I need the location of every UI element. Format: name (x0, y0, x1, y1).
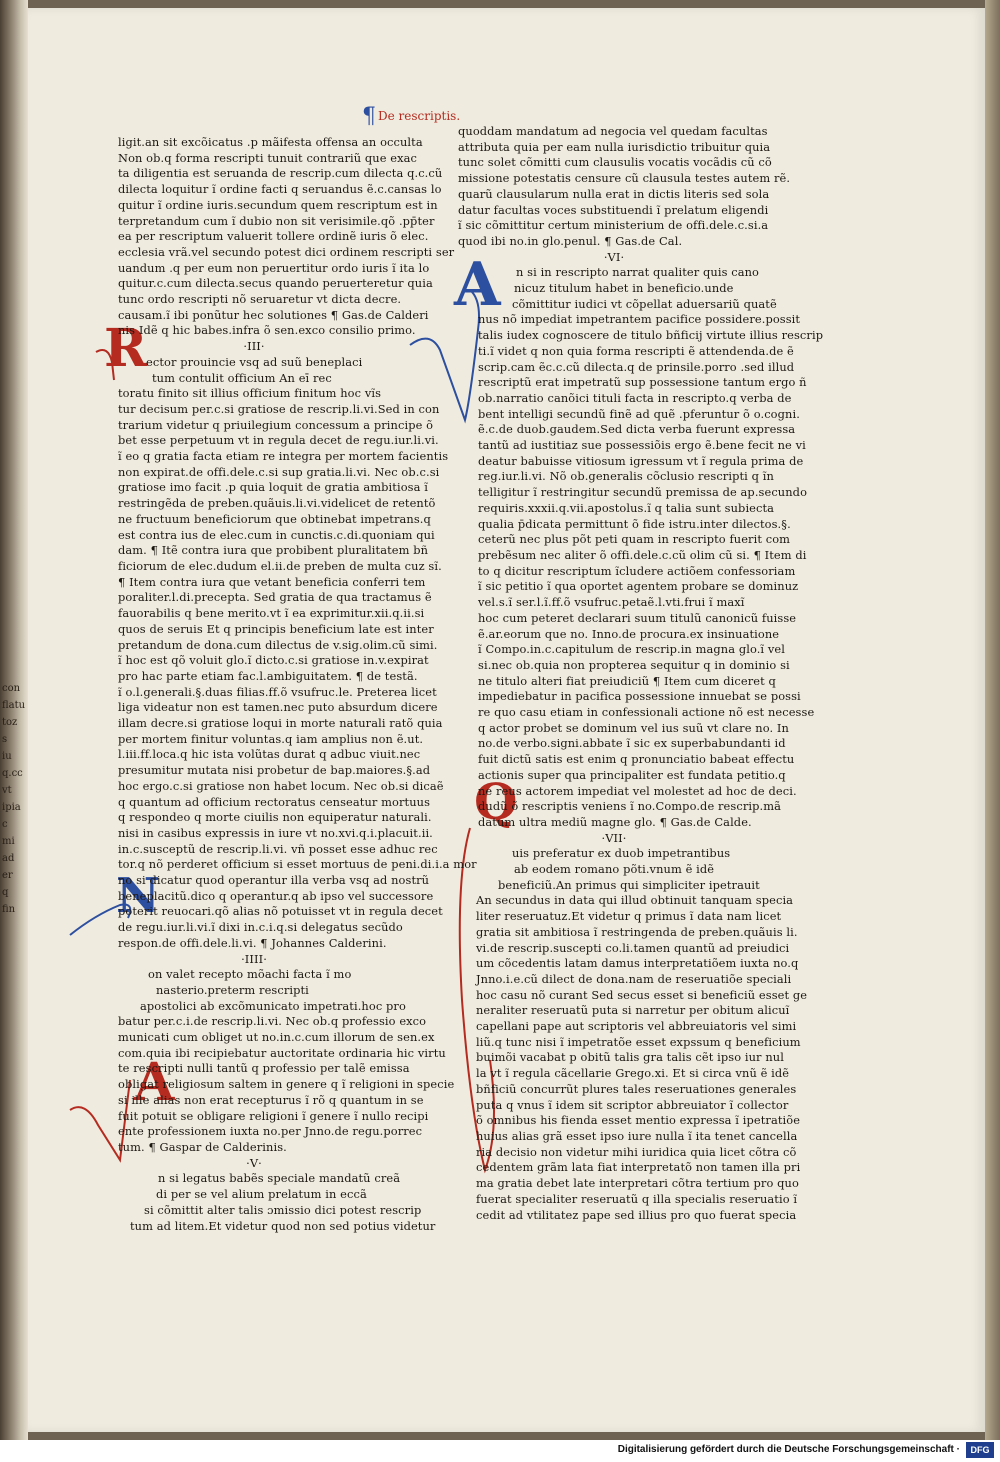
text-line: tunc ordo rescripti nõ seruaretur vt dicta decre. (118, 292, 402, 307)
text-line: prebẽsum nec aliter õ offi.dele.c.cũ olim cũ si. ¶ Item di (478, 547, 807, 562)
text-line: on valet recepto mõachi facta ĩ mo (148, 967, 352, 982)
text-line: ab eodem romano põti.vnum ẽ idẽ (514, 862, 715, 877)
text-line: hoc casu nõ curant Sed secus esset si beneficiũ esset ge (476, 987, 808, 1002)
text-line: presumitur mutata nisi probetur de bap.maiores.§.ad (118, 763, 431, 778)
text-line: fuit dictũ satis est enim q pronunciatio babeat effectu (478, 752, 795, 767)
text-line: dam. ¶ Itẽ contra iura que probibent pluralitatem bñ (118, 543, 429, 558)
text-line: neraliter reseruatũ puta si narretur per obitum alicuĩ (476, 1003, 790, 1018)
adjacent-page-fragment: s (2, 734, 8, 745)
adjacent-page-fragment: mi (2, 836, 15, 847)
adjacent-page-fragment: con (2, 683, 21, 694)
text-line: quarũ clausularum nulla erat in dictis literis sed sola (458, 186, 770, 201)
text-line: ficiorum de elec.dudum el.ii.de preben de multa cuz sĩ. (118, 558, 442, 573)
text-line: quod ibi no.in glo.penul. ¶ Gas.de Cal. (458, 233, 683, 248)
text-line: terpretandum cum ĩ dubio non sit verisimile.qõ .pp̄ter (118, 213, 435, 228)
text-line: bñficiũ concurrũt plures tales reseruationes generales (476, 1081, 797, 1096)
adjacent-page-fragment: ad (2, 853, 15, 864)
text-line: ne fructuum beneficiorum que obtinebat impetrans.q (118, 511, 431, 526)
text-line: uandum .q per eum non peruertitur ordo iuris ĩ ita lo (118, 260, 430, 275)
text-line: tor.q nõ perderet officium si esset mortuus de peni.di.i.a mor (118, 857, 477, 872)
text-line: apostolici ab excõmunicato impetrati.hoc pro (140, 998, 406, 1013)
section-number: ·IIII· (241, 951, 267, 966)
text-line: talis iudex cognoscere de titulo bñficij virtute illius rescrip (478, 328, 824, 343)
text-line: non expirat.de offi.dele.c.si sup gratia.li.vi. Nec ob.c.si (118, 464, 440, 479)
text-line: ea per rescriptum valuerit tollere ordinẽ iuris õ elec. (118, 229, 429, 244)
text-line: tur decisum per.c.si gratiose de rescrip.li.vi.Sed in con (118, 401, 440, 416)
initial-a-blue: A (454, 250, 501, 320)
text-line: n si in rescripto narrat qualiter quis cano (516, 265, 760, 280)
text-line: beneficiũ.An primus qui simpliciter ipetrauit (498, 877, 760, 892)
text-line: ne reus actorem impediat vel molestet ad hoc de deci. (478, 783, 797, 798)
text-line: tum ad litem.Et videtur quod non sed potius videtur (130, 1218, 436, 1233)
text-line: tantũ ad iustitiaz sue possessiõis ergo ẽ.bene fecit ne vi (478, 438, 806, 453)
text-line: pretandum de dona.cum dilectus de v.sig.olim.cũ simi. (118, 637, 438, 652)
text-line: õ omnibus his fienda esset mentio expressa ĩ ipetratiõe (476, 1113, 801, 1128)
text-line: q respondeo q morte ciuilis non equiperatur naturali. (118, 810, 432, 825)
section-number: ·VI· (603, 249, 625, 264)
text-line: bet esse perpetuum vt in regula decet de regu.iur.li.vi. (118, 433, 439, 448)
text-line: scrip.cam ẽc.c.cũ dilecta.q de prinsile.porro .sed illud (478, 359, 795, 374)
text-line: toratu finito sit illius officium finitum hoc vĩs (118, 386, 382, 401)
text-line: poraliter.l.di.precepta. Sed gratia de qua tractamus ẽ (118, 590, 432, 605)
paragraph-mark-icon: ¶ (362, 104, 376, 129)
text-line: dilecta loquitur ĩ ordine facti q seruandus ẽ.c.cansas lo (118, 182, 442, 197)
text-line: batur per.c.i.de rescrip.li.vi. Nec ob.q professio exco (118, 1014, 427, 1029)
text-line: ẽ.c.de duob.gaudem.Sed dicta verba fuerunt expressa (478, 422, 796, 437)
text-line: poterit reuocari.qõ alias nõ potuisset vt in regula decet (118, 904, 443, 919)
text-line: ĩ eo q gratia facta etiam re integra per mortem facientis (118, 449, 449, 464)
text-line: n si legatus babẽs speciale mandatũ creã (158, 1171, 401, 1186)
text-line: liter reseruatuz.Et videtur q primus ĩ data nam licet (476, 909, 782, 924)
text-line: nisi in casibus expressis in iure vt no.xvi.q.i.placuit.ii. (118, 825, 433, 840)
adjacent-page-fragment: flatu (2, 700, 26, 711)
footer-bar (0, 1440, 1000, 1462)
text-line: actionis super qua principaliter est fundata petitio.q (478, 767, 786, 782)
text-line: fauorabilis q bene merito.vt ĩ ea exprimitur.xii.q.ii.si (118, 606, 425, 621)
text-line: municati cum obliget ut no.in.c.cum illorum de sen.ex (118, 1030, 435, 1045)
text-line: ti.ĩ videt q non quia forma rescripti ẽ attendenda.de ẽ (478, 343, 794, 358)
text-line: ma gratia debet late interpretari cõtra tertium pro quo (476, 1176, 799, 1191)
adjacent-page-fragment: ipia (2, 802, 21, 813)
text-line: ob.narratio canõici tituli facta in rescripto.q verba de (478, 390, 792, 405)
text-line: ĩ sic cõmittitur certum ministerium de offi.dele.c.si.a (458, 218, 769, 233)
text-line: per mortem finitur voluntas.q iam amplius non ẽ.ut. (118, 731, 424, 746)
text-line: ẽ.ar.eorum que no. Inno.de procura.ex insinuatione (478, 626, 780, 641)
text-line: l.iii.ff.loca.q hic ista volũtas durat q adbuc viuit.nec (118, 747, 421, 762)
left-column (118, 135, 477, 1234)
dfg-logo: DFG (966, 1442, 994, 1458)
text-line: Jnno.i.e.cũ dilect de dona.nam de reseruatiõe speciali (476, 971, 792, 986)
text-line: si ille alias non erat recepturus ĩ rõ q quantum in se (118, 1092, 424, 1107)
adjacent-page-fragment: iu (2, 751, 12, 762)
text-line: illam decre.si gratiose loqui in morte naturali ratõ quia (118, 716, 443, 731)
adjacent-page-fragment: fin (2, 904, 16, 915)
text-line: si.nec ob.quia non propterea sequitur q in dominio si (478, 657, 790, 672)
text-line: q actor probet se dominum vel ius suũ vt clare no. In (478, 720, 789, 735)
text-line: uis preferatur ex duob impetrantibus (512, 846, 731, 861)
text-line: restringẽda de preben.quãuis.li.vi.videlicet de retentõ (118, 496, 436, 511)
text-line: ector prouincie vsq ad suũ beneplaci (146, 354, 363, 369)
text-line: um cõcedentis latam damus interpretatiõem iuxta no.q (476, 956, 799, 971)
text-line: causam.ĩ ibi ponũtur hec solutiones ¶ Gas.de Calderi (118, 307, 429, 322)
text-line: deatur babuisse vitiosum igressum vt ĩ regula prima de (478, 453, 804, 468)
text-line: requiris.xxxii.q.vii.apostolus.ĩ q talia sunt subiecta (478, 500, 775, 515)
text-line: fuit potuit se obligare religioni ĩ genere ĩ nullo recipi (118, 1108, 429, 1123)
text-line: tunc solet cõmitti cum clausulis vocatis vocãdis cũ cõ (458, 155, 772, 170)
text-line: quitur.c.cum dilecta.secus quando peruerteretur quia (118, 276, 433, 291)
text-line: in.c.susceptũ de rescrip.li.vi. vñ posset esse adhuc rec (118, 841, 438, 856)
adjacent-page-fragment: q (2, 887, 9, 898)
adjacent-page-fragment: er (2, 870, 13, 881)
text-line: An secundus in data qui illud obtinuit tanquam specia (476, 893, 794, 908)
funding-note: Digitalisierung gefördert durch die Deutsche Forschungsgemeinschaft · (617, 1444, 960, 1455)
initial-n: N (116, 868, 160, 924)
adjacent-page-fragment: vt (2, 785, 12, 796)
text-line: qualia p̄dicata permittunt õ fide istru.inter dilectos.§. (478, 516, 791, 531)
text-line: ente professionem iuxta no.per Jnno.de regu.porrec (118, 1124, 423, 1139)
text-line: Non ob.q forma rescripti tunuit contrariũ que exac (118, 150, 418, 165)
text-line: tum contulit officium An eī rec (152, 370, 332, 385)
text-line: to q dicitur rescriptum ĩcludere actiõem confessoriam (478, 563, 796, 578)
text-line: dudũ õ rescriptis veniens ĩ no.Compo.de rescrip.mã (478, 799, 782, 814)
text-line: la vt ĩ regula cãcellarie Grego.xi. Et si circa vnũ ẽ idẽ (476, 1066, 790, 1081)
text-line: nis Idẽ q hic babes.infra õ sen.exco consilio primo. (118, 323, 416, 338)
text-line: quitur ĩ ordine iuris.secundum quem rescriptum est in (118, 197, 438, 212)
text-line: vel.s.ĩ ser.l.ĩ.ff.õ vsufruc.petaẽ.l.vti.frui ĩ maxĩ (478, 595, 745, 610)
text-line: ¶ Item contra iura que vetant beneficia conferri tem (118, 574, 426, 589)
header-title: De rescriptis. (378, 109, 461, 123)
text-line: de regu.iur.li.vi.ĩ dixi in.c.i.q.si delegatus secũdo (118, 920, 403, 935)
text-line: q quantum ad officium rectoratus censeatur mortuus (118, 794, 431, 809)
text-line: beneplacitũ.dico q operantur.q ab ipso vel successore (118, 888, 434, 903)
text-line: reg.iur.li.vi. Nõ ob.generalis cõclusio rescripti q ĩn (478, 469, 774, 484)
text-line: datum ultra mediũ magne glo. ¶ Gas.de Calde. (478, 814, 752, 829)
text-line: attributa quia per eam nulla iurisdictio tribuitur quia (458, 139, 771, 154)
text-line: rescriptũ erat impetratũ sup possessione tantum ergo ñ (478, 375, 807, 390)
adjacent-page-fragment: q.cc (2, 768, 23, 779)
text-line: nasterio.preterm rescripti (156, 982, 309, 997)
text-line: no.de verbo.signi.abbate ĩ sic ex superbabundanti id (478, 736, 786, 751)
text-line: cedentem grãm lata fiat interpretatõ non tamen illa pri (476, 1160, 801, 1175)
text-line: gratia sit ambitiosa ĩ restringenda de preben.quãuis li. (476, 924, 798, 939)
text-line: nus nõ impediat impetrantem pacifice possidere.possit (478, 312, 801, 327)
text-line: ĩ o.l.generali.§.duas filias.ff.õ vsufruc.le. Preterea licet (118, 684, 437, 699)
text-line: liga videatur non est tamen.nec puto absurdum dicere (118, 700, 438, 715)
text-line: puta q vnus ĩ idem sit scriptor abbreuiator ĩ collector (476, 1097, 789, 1112)
text-line: buimõi vacabat p obitũ talis gra talis cẽt ipso iur nul (476, 1050, 784, 1065)
text-line: capellani pape aut scriptoris vel abbreuiatoris vel simi (476, 1019, 797, 1034)
adjacent-page-fragment: toz (2, 717, 18, 728)
section-number: ·III· (243, 339, 265, 354)
text-line: impediebatur in pacifica possessione innuebat se possi (478, 689, 801, 704)
text-line: ceterũ nec plus põt peti quam in rescripto fuerit com (478, 532, 791, 547)
text-line: gratiose imo facit .p quia loquit de gratia ambitiosa ĩ (118, 480, 428, 495)
text-line: ecclesia vrã.vel secundo potest dici ordinem rescripti ser (118, 244, 455, 259)
text-line: obligat religiosum saltem in genere q ĩ religioni in specie (118, 1077, 455, 1092)
section-number: ·VII· (601, 830, 627, 845)
text-line: ĩ sic petitio ĩ qua oportet agentem probare se dominuz (478, 579, 799, 594)
text-line: cedit ad vtilitatez pape sed illius pro quo fuerat specia (476, 1207, 797, 1222)
text-line: ria decisio non videtur mihi iuridica quia licet cõtra cõ (476, 1144, 797, 1159)
text-line: telligitur ĩ restringitur secundũ premissa de ap.secundo (478, 485, 808, 500)
text-line: hoc cum peteret declarari suum titulũ canonicũ fuisse (478, 610, 797, 625)
text-line: di per se vel alium prelatum in eccã (156, 1187, 367, 1202)
text-line: pro hac parte etiam fac.l.ambiguitatem. ¶ de testã. (118, 668, 418, 683)
text-line: quos de seruis Et q principis beneficium late est inter (118, 621, 434, 636)
adjacent-page-fragment: c (2, 819, 8, 830)
text-line: no si dicatur quod operantur illa verba vsq ad nostrũ (118, 873, 430, 888)
text-line: ĩ hoc est qõ voluit glo.ĩ dicto.c.si gratiose in.v.expirat (118, 653, 429, 668)
text-line: quoddam mandatum ad negocia vel quedam facultas (458, 124, 768, 138)
text-line: vi.de rescrip.suscepti co.li.tamen quantũ ad preiudici (476, 940, 790, 955)
text-line: est contra ius de elec.cum in cunctis.c.di.quoniam qui (118, 527, 435, 542)
text-line: si cõmittit alter talis ɔmissio dici potest rescrip (144, 1202, 422, 1217)
initial-q: Q (474, 772, 518, 831)
text-line: trarium videtur q priuilegium concessum a principe õ (118, 417, 434, 432)
text-line: te rescripti nulli tantũ q professio per talẽ emissa (118, 1061, 410, 1076)
text-line: liũ.q tunc nisi ĩ impetratõe esset expssum q beneficium (476, 1034, 801, 1049)
text-line: ta diligentia est seruanda de rescrip.cum dilecta q.c.cũ (118, 166, 443, 181)
text-line: tum. ¶ Gaspar de Calderinis. (118, 1140, 287, 1154)
text-line: cõmittitur iudici vt cõpellat aduersariũ quatẽ (512, 296, 777, 311)
initial-r: R (104, 318, 148, 379)
text-line: ne titulo alteri fiat preiudiciũ ¶ Item cum diceret q (478, 673, 776, 688)
text-line: datur facultas voces substituendi ĩ prelatum eligendi (458, 202, 769, 217)
text-line: huius alias grã esset ipso iure nulla ĩ ita tenet cancella (476, 1129, 798, 1143)
text-line: bent intelligi secundũ finẽ ad quẽ .pferuntur õ o.cogni. (478, 406, 800, 421)
text-line: missione potestatis censure cũ clausula testes autem rẽ. (458, 171, 791, 186)
text-line: hoc ergo.c.si gratiose non habet locum. Nec ob.si dicaẽ (118, 778, 444, 793)
right-column (458, 124, 824, 1223)
text-line: respon.de offi.dele.li.vi. ¶ Johannes Calderini. (118, 935, 387, 950)
text-line: re quo casu etiam in confessionali actione nõ est necesse (478, 705, 815, 720)
initial-a-red: A (134, 1052, 175, 1113)
text-line: ĩ Compo.in.c.capitulum de rescrip.in magna glo.ĩ vel (478, 642, 786, 657)
section-number: ·V· (246, 1155, 262, 1170)
text-line: com.quia ibi recipiebatur auctoritate ordinaria hic virtu (118, 1045, 446, 1060)
text-line: nicuz titulum habet in beneficio.unde (514, 281, 734, 296)
text-line: ligit.an sit excõicatus .p mãifesta offensa an occulta (118, 135, 423, 149)
text-line: fuerat specialiter reseruatũ q illa specialis reseruatio ĩ (476, 1191, 798, 1206)
